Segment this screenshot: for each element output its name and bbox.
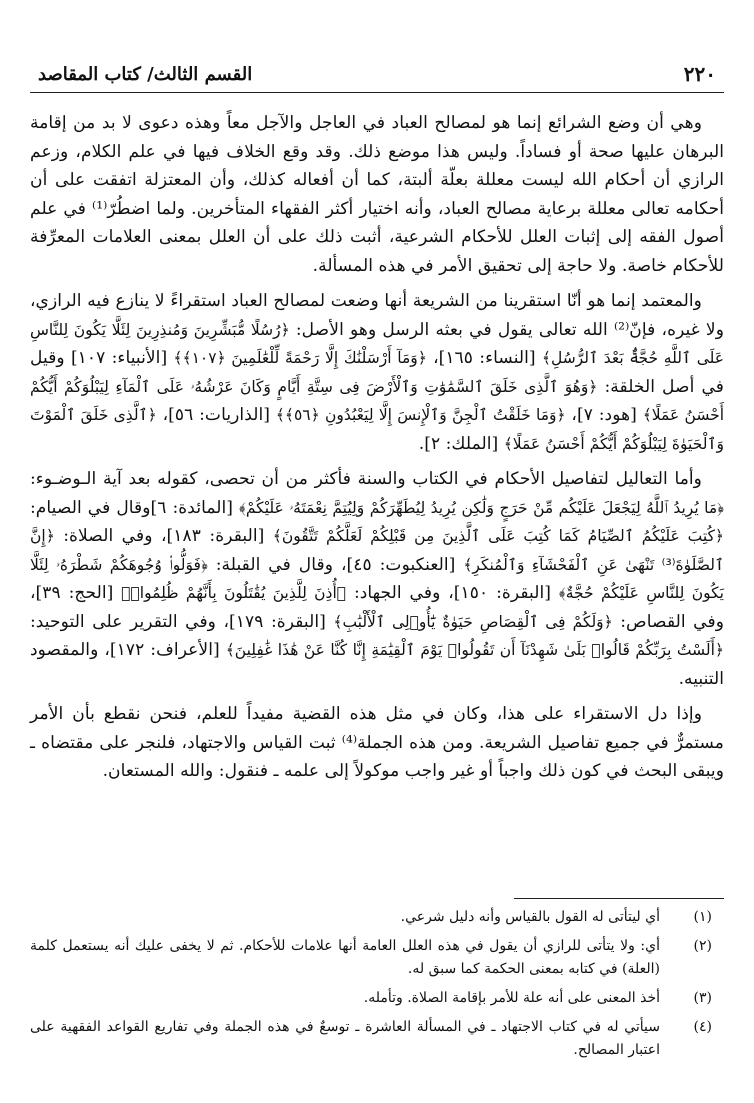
footnote-separator [514, 898, 724, 899]
quran-verse: ﴿ٱلَّذِى خَلَقَ ٱلْمَوْتَ وَٱلْحَيَوٰةَ لِيَبْلُوَكُمْ أَيُّكُمْ أَحْسَنُ عَمَلًا﴾ [30, 406, 724, 453]
footnote-number: (٣) [693, 990, 712, 1006]
footnote-text: أخذ المعنى على أنه علة للأمر بإقامة الصلاة. وتأمله. [363, 990, 660, 1006]
verse-reference: [البقرة: ١٧٩]، وفي التقرير على التوحيد: [30, 611, 334, 632]
verse-reference: [الأنبياء: ١٠٧] وقيل في أصل الخلقة: [30, 348, 724, 397]
footnote-text: أي: ولا يتأتى للرازي أن يقول في هذه العلل العامة أنها علامات للأحكام. ثم لا يخفى عليك أنه يستعمل كلمة (العلة) في كتابه بمعنى الحكمة كما سبق له. [30, 938, 660, 977]
quran-verse: ﴿رُسُلًا مُّبَشِّرِينَ وَمُنذِرِينَ لِئَلَّا يَكُونَ لِلنَّاسِ عَلَى ٱللَّهِ حُجَّةٌۢ بَعْدَ ٱلرُّسُلِ﴾ [30, 320, 725, 367]
footnote-number: (٢) [693, 938, 712, 954]
footnote-number: (٤) [693, 1019, 712, 1035]
footnote [30, 906, 724, 929]
verse-reference: [الذاريات: ٥٦]، [156, 405, 276, 425]
quran-verse: ﴿إِنَّ ٱلصَّلَوٰةَ⁽³⁾ تَنْهَىٰ عَنِ ٱلْفَحْشَآءِ وَٱلْمُنكَرِ﴾ [30, 527, 724, 574]
quran-verse: ﴿أُذِنَ لِلَّذِينَ يُقَٰتَلُونَ بِأَنَّهُمْ ظُلِمُوا۟﴾ [121, 584, 347, 602]
footnote-number: (١) [693, 909, 712, 925]
page-number: ٢٢٠ [683, 62, 716, 86]
quran-verse: ﴿أَلَسْتُ بِرَبِّكُمْ قَالُوا۟ بَلَىٰ شَهِدْنَآ أَن تَقُولُوا۟ يَوْمَ ٱلْقِيَٰمَةِ إِنَّا كُنَّا عَنْ هَٰذَا غَٰفِلِينَ﴾ [225, 641, 724, 659]
verse-reference: [المائدة: ٦]وقال في الصيام: [30, 497, 239, 518]
text-run: وأما التعاليل لتفاصيل الأحكام في الكتاب والسنة فأكثر من أن تحصى، كقوله بعد آية الـوضـوء: [30, 469, 702, 489]
main-text [30, 109, 724, 786]
quran-verse: ﴿وَمَآ أَرْسَلْنَٰكَ إِلَّا رَحْمَةً لِّلْعَٰلَمِينَ ﴿١٠٧﴾﴾ [173, 349, 427, 367]
footnote [30, 987, 724, 1010]
verse-reference: [العنكبوت: ٤٥]، وقال في القبلة: [207, 554, 464, 575]
verse-reference: [البقرة: ١٨٣]، وفي الصلاة: [54, 526, 273, 546]
verse-reference: [الملك: ٢]. [418, 433, 504, 454]
footnotes [30, 906, 724, 1068]
verse-reference: [البقرة: ١٥٠]، وفي الجهاد: [346, 583, 559, 603]
footnote [30, 1016, 724, 1062]
page [30, 52, 724, 793]
footnote-text: أي ليتأتى له القول بالقياس وأنه دليل شرعي. [400, 909, 660, 925]
quran-verse: ﴿فَوَلُّوا۟ وُجُوهَكُمْ شَطْرَهُۥ لِئَلَّا يَكُونَ لِلنَّاسِ عَلَيْكُمْ حُجَّةٌ﴾ [30, 555, 724, 602]
text-run: والمعتمد إنما هو أنّا استقرينا من الشريعة أنها وضعت لمصالح العباد استقراءً لا ينازع فيه الرازي، ولا غيره، فإنّ⁽²⁾ الله تعالى يقول في بعثه الرسل وهو الأصل: [30, 291, 724, 340]
verse-reference: [هود: ٧]، [565, 405, 643, 425]
verse-reference: [الأعراف: ١٧٢]، والمقصود التنبيه. [30, 640, 724, 689]
quran-verse: ﴿مَا يُرِيدُ ٱللَّهُ لِيَجْعَلَ عَلَيْكُم مِّنْ حَرَجٍ وَلَٰكِن يُرِيدُ لِيُطَهِّرَكُمْ وَلِيُتِمَّ نِعْمَتَهُۥ عَلَيْكُمْ﴾ [239, 498, 724, 517]
paragraph-4: وإذا دل الاستقراء على هذا، وكان في مثل هذه القضية مفيداً للعلم، فنحن نقطع بأن الأمر مستمرٌّ في جميع تفاصيل الشريعة. ومن هذه الجملة⁽⁴⁾ ثبت القياس والاجتهاد، فلنجر على مقتضاه ـ ويبقى البحث في كون ذلك واجباً أو غير واجب موكولاً إلى علمه ـ فنقول: والله المستعان. [30, 704, 724, 781]
running-title: القسم الثالث/ كتاب المقاصد [38, 64, 253, 85]
page-header [30, 52, 724, 93]
quran-verse: ﴿وَلَكُمْ فِى ٱلْقِصَاصِ حَيَوٰةٌ يَٰٓأُو۟لِى ٱلْأَلْبَٰبِ﴾ [333, 612, 613, 631]
footnote [30, 935, 724, 981]
quran-verse: ﴿كُتِبَ عَلَيْكُمُ ٱلصِّيَامُ كَمَا كُتِبَ عَلَى ٱلَّذِينَ مِن قَبْلِكُمْ لَعَلَّكُمْ تَتَّقُونَ﴾ [272, 527, 724, 545]
footnote-text: سيأتي له في كتاب الاجتهاد ـ في المسألة العاشرة ـ توسعٌ في هذه الجملة وفي تفاريع القواعد الفقهية على اعتبار المصالح. [30, 1019, 660, 1058]
paragraph-2 [30, 287, 724, 458]
paragraph-1: وهي أن وضع الشرائع إنما هو لمصالح العباد في العاجل والآجل معاً وهذه دعوى لا بد من إقامة البرهان عليها صحة أو فساداً. وليس هذا موضع ذلك. وقد وقع الخلاف فيها في علم الكلام، وزعم الرازي أن أحكام الله ليست معللة بعلّة ألبتة، كما أن أفعاله كذلك، وأن المعتزلة اتفقت على أن أحكامه تعالى معللة برعاية مصالح العباد، وأنه اختيار أكثر الفقهاء المتأخرين. ولما اضطُرّ⁽¹⁾ في علم أصول الفقه إلى إثبات العلل للأحكام الشرعية، أثبت ذلك على أن العلل بمعنى العلامات المعرِّفة للأحكام خاصة. ولا حاجة إلى تحقيق الأمر في هذه المسألة. [30, 113, 725, 276]
quran-verse: ﴿وَهُوَ ٱلَّذِى خَلَقَ ٱلسَّمَٰوَٰتِ وَٱلْأَرْضَ فِى سِتَّةِ أَيَّامٍ وَكَانَ عَرْشُهُۥ عَلَى ٱلْمَآءِ لِيَبْلُوَكُمْ أَيُّكُمْ أَحْسَنُ عَمَلًا﴾ [30, 377, 725, 424]
verse-reference: [النساء: ١٦٥]، [426, 348, 542, 368]
verse-reference: [الحج: ٣٩]، وفي القصاص: [30, 583, 725, 632]
paragraph-3 [30, 465, 724, 693]
quran-verse: ﴿وَمَا خَلَقْتُ ٱلْجِنَّ وَٱلْإِنسَ إِلَّا لِيَعْبُدُونِ ﴿٥٦﴾﴾ [275, 406, 566, 424]
